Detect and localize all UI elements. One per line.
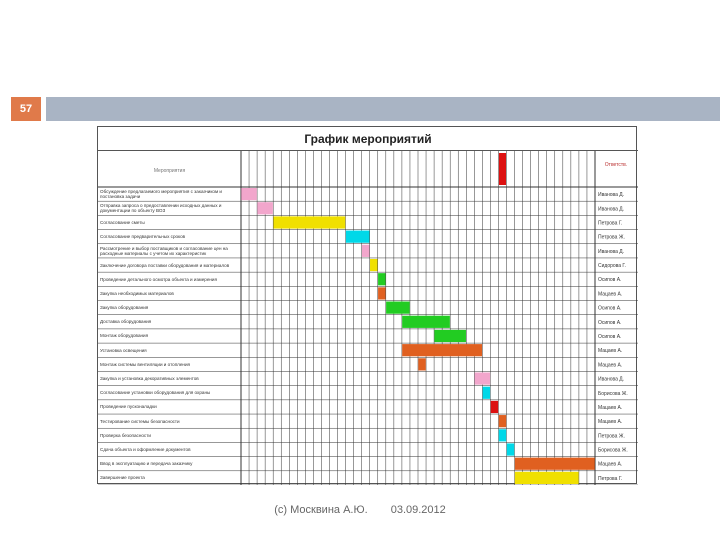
task-owner: Борисова Ж.: [598, 447, 628, 454]
task-bar: [241, 188, 256, 200]
task-owner: Мацаев А.: [598, 461, 623, 468]
task-owner: Мацаев А.: [598, 404, 623, 411]
task-name: Заключение договора поставки оборудования и материалов: [100, 262, 230, 268]
task-name: Доставка оборудования: [100, 319, 152, 325]
task-name: Сдача объекта и оформление документов: [100, 447, 191, 453]
task-name: Согласование сметы: [100, 219, 145, 225]
task-label: [100, 315, 239, 329]
task-label: [100, 301, 239, 315]
task-label: [100, 400, 239, 414]
task-label: [100, 272, 239, 286]
task-label: [100, 357, 239, 371]
task-owner: Иванова Д.: [598, 192, 625, 199]
task-label: [100, 244, 239, 258]
gantt-chart: [97, 126, 637, 484]
task-bar: [402, 344, 482, 356]
task-name: Закупка оборудования: [100, 305, 149, 311]
task-bar: [386, 302, 410, 314]
task-name: Проведение пусконаладки: [100, 404, 157, 410]
task-label: [100, 471, 239, 485]
task-name: Монтаж оборудования: [100, 333, 149, 339]
footer-author: (c) Москвина А.Ю.: [274, 504, 368, 516]
task-bar: [378, 287, 385, 299]
task-label: [100, 343, 239, 357]
task-bar: [491, 401, 498, 413]
gantt-grid: [98, 151, 638, 485]
task-label: [100, 258, 239, 272]
task-owner: Петрова Г.: [598, 220, 623, 227]
task-column-header: Мероприятия: [153, 168, 186, 174]
footer-date: 03.09.2012: [390, 504, 446, 516]
header-bar: [46, 97, 720, 121]
task-name: Проведение детального осмотра объекта и измерения: [100, 276, 217, 282]
task-owner: Осипов А.: [598, 305, 622, 312]
task-owner: Борисова Ж.: [598, 390, 628, 397]
task-name: Рассмотрение и выбор поставщиков и согласование цен на расходные материалы с учетом их характеристик: [100, 245, 228, 256]
task-owner: Осипов А.: [598, 334, 622, 340]
task-bar: [434, 330, 466, 342]
task-owner: Петрова Ж.: [598, 433, 625, 440]
task-label: [100, 230, 239, 244]
task-owner: Петрова Ж.: [598, 234, 625, 241]
task-owner: Иванова Д.: [598, 376, 625, 383]
task-bar: [273, 216, 345, 228]
task-name: Монтаж системы вентиляции и отопления: [100, 361, 191, 367]
task-bar: [402, 316, 450, 328]
task-owner: Мацаев А.: [598, 348, 623, 355]
task-label: [100, 414, 239, 428]
task-bar: [346, 231, 370, 243]
task-owner: Осипов А.: [598, 319, 622, 326]
task-label: [100, 371, 239, 385]
task-bar: [507, 443, 514, 455]
responsible-column-header: Ответств.: [604, 162, 628, 168]
task-name: Отправка запроса о предоставлении исходных данных и документации по объекту ВОЗ: [100, 203, 222, 214]
task-bar: [370, 259, 377, 271]
task-bar: [362, 245, 369, 257]
chart-title: График мероприятий: [98, 127, 638, 151]
task-owner: Иванова Д.: [598, 248, 625, 255]
task-label: [100, 457, 239, 471]
today-marker: [499, 153, 506, 185]
task-label: [100, 187, 239, 201]
task-owner: Мацаев А.: [598, 291, 623, 298]
task-bar: [257, 202, 272, 214]
task-label: [100, 386, 239, 400]
footer: [0, 504, 720, 516]
task-name: Согласование предварительных сроков: [100, 234, 186, 240]
task-bar: [475, 372, 490, 384]
task-bar: [515, 472, 579, 484]
task-bar: [418, 358, 425, 370]
task-name: Ввод в эксплуатацию и передача заказчику: [100, 461, 193, 467]
task-label: [100, 215, 239, 229]
task-label: [100, 201, 239, 215]
task-name: Закупка необходимых материалов: [100, 290, 174, 296]
task-bar: [499, 415, 506, 427]
task-owner: Сидорова Г.: [598, 263, 626, 270]
task-name: Обсуждение предлагаемого мероприятия с заказчиком и постановка задачи: [100, 189, 222, 200]
task-bar: [378, 273, 385, 285]
task-name: Закупка и установка декоративных элементов: [100, 376, 199, 382]
task-owner: Мацаев А.: [598, 362, 623, 369]
slide-number: 57: [11, 97, 41, 121]
task-owner: Петрова Г.: [598, 475, 623, 482]
task-owner: Осипов А.: [598, 277, 622, 284]
task-bar: [515, 458, 595, 470]
task-name: Тестирование системы безопасности: [100, 418, 180, 424]
task-label: [100, 442, 239, 456]
task-label: [100, 286, 239, 300]
task-label: [100, 329, 239, 343]
task-owner: Иванова Д.: [598, 206, 625, 213]
task-name: Согласование установки оборудования для охраны: [100, 390, 211, 396]
task-bar: [483, 387, 490, 399]
task-label: [100, 428, 239, 442]
task-name: Завершение проекта: [100, 475, 145, 481]
task-name: Проверка безопасности: [100, 432, 151, 438]
task-bar: [499, 429, 506, 441]
task-owner: Мацаев А.: [598, 419, 623, 426]
task-name: Установка освещения: [100, 347, 147, 353]
